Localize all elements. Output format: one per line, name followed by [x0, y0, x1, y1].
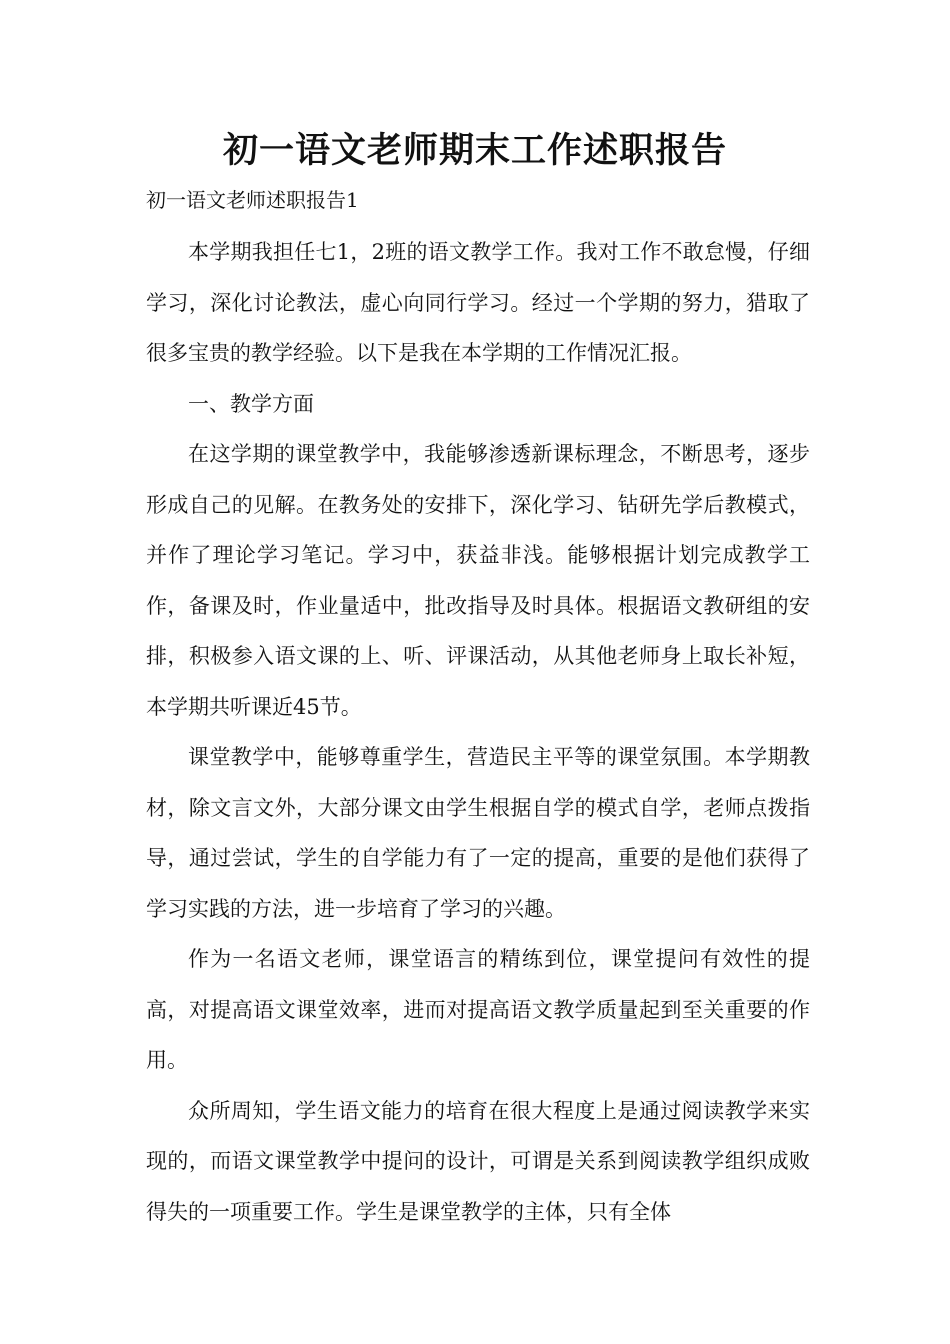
paragraph: 众所周知，学生语文能力的培育在很大程度上是通过阅读教学来实现的，而语文课堂教学中提问的设计，可谓是关系到阅读教学组织成败得失的一项重要工作。学生是课堂教学的主体，只有全体 [146, 1098, 810, 1224]
paragraph: 作为一名语文老师，课堂语言的精练到位，课堂提问有效性的提高，对提高语文课堂效率，进而对提高语文教学质量起到至关重要的作用。 [146, 947, 810, 1072]
document-subtitle: 初一语文老师述职报告1 [146, 188, 359, 212]
document-title: 初一语文老师期末工作述职报告 [222, 131, 727, 171]
paragraph: 在这学期的课堂教学中，我能够渗透新课标理念，不断思考，逐步形成自己的见解。在教务处的安排下，深化学习、钻研先学后教模式，并作了理论学习笔记。学习中，获益非浅。能够根据计划完成教学工作，备课及时，作业量适中，批改指导及时具体。根据语文教研组的安排，积极参入语文课的上、听、评课活动，从其他老师身上取长补短，本学期共听课近45节。 [146, 442, 810, 719]
section-heading: 一、教学方面 [188, 391, 314, 416]
paragraph: 本学期我担任七1，2班的语文教学工作。我对工作不敢怠慢，仔细学习，深化讨论教法，虚心向同行学习。经过一个学期的努力，猎取了很多宝贵的教学经验。以下是我在本学期的工作情况汇报。 [146, 240, 810, 365]
document-body [146, 227, 810, 1237]
paragraph: 课堂教学中，能够尊重学生，营造民主平等的课堂氛围。本学期教材，除文言文外，大部分课文由学生根据自学的模式自学，老师点拨指导，通过尝试，学生的自学能力有了一定的提高，重要的是他们获得了学习实践的方法，进一步培育了学习的兴趣。 [146, 745, 810, 921]
